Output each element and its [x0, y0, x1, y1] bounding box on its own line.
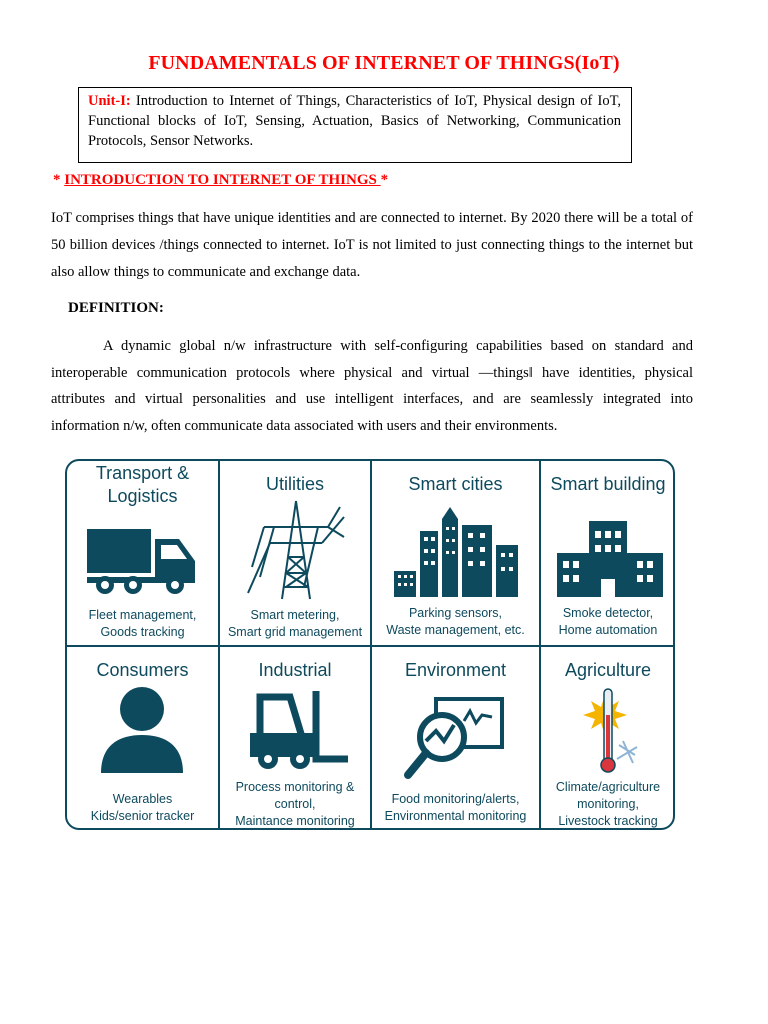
thermometer-icon — [575, 685, 641, 775]
building-icon — [553, 519, 663, 599]
cell-caption: Home automation — [558, 623, 658, 637]
cell-caption: monitoring, — [577, 797, 639, 811]
cell-industrial — [220, 647, 370, 830]
definition-heading: DEFINITION: — [68, 300, 164, 316]
cell-caption: Smart grid management — [227, 625, 363, 639]
cell-caption: Waste management, etc. — [386, 623, 525, 637]
section-heading — [53, 172, 388, 189]
cell-caption: Goods tracking — [100, 625, 185, 639]
cell-caption: Wearables — [112, 792, 173, 806]
cell-title: Smart building — [550, 474, 666, 494]
cell-caption: Climate/agriculture — [555, 780, 661, 794]
cell-title: Agriculture — [564, 660, 652, 680]
cell-caption: Food monitoring/alerts, — [391, 792, 520, 806]
heading-star-right: * — [380, 172, 389, 188]
cell-consumers — [67, 647, 218, 830]
cell-caption: Environmental monitoring — [384, 809, 527, 823]
cell-caption: Livestock tracking — [558, 814, 658, 828]
cell-caption: Process monitoring & — [235, 780, 355, 794]
cell-caption: Parking sensors, — [408, 606, 503, 620]
magnifier-chart-icon — [402, 691, 506, 781]
unit-label: Unit-I: — [88, 93, 131, 109]
cell-smart-cities — [372, 461, 539, 645]
truck-icon — [85, 525, 199, 597]
definition-paragraph: A dynamic global n/w infrastructure with self-configuring capabilities based on standard and interoperable communication protocols where physical and virtual —things‖ have identities, physical attributes and virtual personalities and use intelligent interfaces, and are seamlessly integrated into information n/w, often communicate data associated with users and their environments. — [51, 338, 693, 434]
heading-text: INTRODUCTION TO INTERNET OF THINGS — [64, 172, 381, 188]
cell-caption: Smoke detector, — [562, 606, 654, 620]
cell-smart-building — [541, 461, 675, 645]
cell-title: Environment — [404, 660, 507, 680]
unit-summary-box — [78, 87, 632, 163]
document-title: FUNDAMENTALS OF INTERNET OF THINGS(IoT) — [148, 52, 620, 74]
cell-title: Transport & — [95, 463, 190, 483]
city-skyline-icon — [392, 505, 520, 599]
cell-transport-logistics — [67, 461, 218, 645]
cell-title: Industrial — [258, 660, 332, 680]
cell-title: Consumers — [96, 660, 189, 680]
cell-caption: Smart metering, — [250, 608, 340, 622]
person-icon — [97, 685, 187, 775]
cell-caption: Kids/senior tracker — [90, 809, 195, 823]
cell-agriculture — [541, 647, 675, 830]
unit-topics: Introduction to Internet of Things, Characteristics of IoT, Physical design of IoT, Functional blocks of IoT, Sensing, Actuation, Basics of Networking, Communication Protocols, Sensor Networks. — [88, 93, 621, 149]
cell-caption: Maintance monitoring — [235, 814, 355, 828]
cell-title: Smart cities — [408, 474, 503, 494]
cell-caption: Fleet management, — [88, 608, 197, 622]
forklift-icon — [246, 687, 350, 771]
cell-utilities — [220, 461, 370, 645]
heading-star-left: * — [53, 172, 65, 188]
cell-environment — [372, 647, 539, 830]
cell-title: Utilities — [265, 474, 324, 494]
intro-paragraph: IoT comprises things that have unique identities and are connected to internet. By 2020 there will be a total of 50 billion devices /things connected to internet. IoT is not limited to just connecting things to the internet but also allow things to communicate and exchange data. — [51, 210, 693, 280]
power-tower-icon — [244, 497, 348, 601]
cell-title: Logistics — [107, 486, 178, 506]
cell-caption: control, — [274, 797, 316, 811]
iot-applications-figure — [65, 459, 675, 830]
